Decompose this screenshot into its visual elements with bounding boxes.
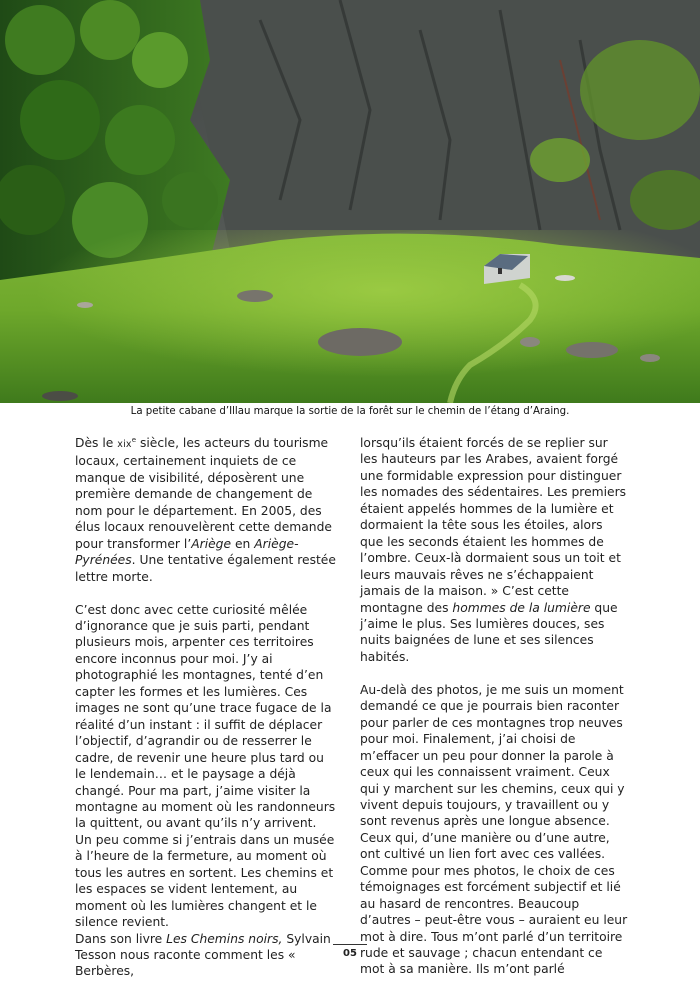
paragraph: Dans son livre Les Chemins noirs, Sylvain Tesson nous raconte comment les « Berbères,	[75, 931, 331, 979]
photo-caption: La petite cabane d’Illau marque la sortie de la forêt sur le chemin de l’étang d’Araing.	[130, 406, 570, 417]
mountain-pasture-cabin-photo	[0, 0, 700, 403]
page-number-rule	[333, 944, 367, 945]
century-numeral: xix	[117, 439, 132, 450]
cabin-photo	[0, 0, 700, 403]
left-text-column	[75, 435, 337, 980]
right-text-column	[360, 435, 628, 978]
paragraph: Au-delà des photos, je me suis un moment demandé ce que je pourrais bien raconter pour parler de ces montagnes trop neuves pour moi. Finalement, j’ai choisi de m’effacer un peu pour donner la parole à ceux qui les connaissent vraiment. Ceux qui y marchent sur les chemins, ceux qui y vivent depuis toujours, y travaillent ou y sont revenus après une longue absence. Ceux qui, d’une manière ou d’une autre, ont cultivé un lien fort avec ces vallées. Comme pour mes photos, le choix de ces témoignages est forcément subjectif et lié au hasard de rencontres. Beaucoup d’autres – peut-être vous – auraient eu leur mot à dire. Tous m’ont parlé d’un territoire rude et sauvage ; chacun entendant ce mot à sa manière. Ils m’ont parlé	[360, 682, 628, 977]
century-suffix: e	[131, 435, 137, 444]
paragraph: Dès le xix$^e$ siècle, les acteurs du tourisme locaux, certainement inquiets de ce manque de visibilité, déposèrent une première demande de changement de nom pour le département. En 2005, des élus locaux renouvelèrent cette demande pour transformer l’Ariège en Ariège-Pyrénées. Une tentative également restée lettre morte.	[75, 435, 336, 584]
paragraph: lorsqu’ils étaient forcés de se replier sur les hauteurs par les Arabes, avaient forgé une formidable expression pour distinguer les nomades des sédentaires. Les premiers étaient appelés hommes de la lumière et dormaient la tête sous les étoiles, alors que les seconds étaient les hommes de l’ombre. Ceux-là dormaient sous un toit et leurs mauvais rêves ne s’échappaient jamais de la maison. » C’est cette montagne des hommes de la lumière que j’aime le plus. Ses lumières douces, ses nuits baignées de lune et ses silences habités.	[360, 436, 627, 664]
page-number: 05	[343, 948, 357, 959]
paragraph: C’est donc avec cette curiosité mêlée d’ignorance que je suis parti, pendant plusieurs mois, arpenter ces territoires encore inconnus pour moi. J’y ai photographié les montagnes, tenté d’en capter les formes et les lumières. Ces images ne sont qu’une trace fugace de la réalité d’un instant : il suffit de déplacer l’objectif, d’agrandir ou de resserrer le cadre, de revenir une heure plus tard ou le lendemain… et le paysage a déjà changé. Pour ma part, j’aime visiter la montagne au moment où les randonneurs la quittent, ou avant qu’ils n’y arrivent. Un peu comme si j’entrais dans un musée à l’heure de la fermeture, au moment où tous les autres en sortent. Les chemins et les espaces se vident lentement, au moment où les lumières changent et le silence revient.	[75, 602, 336, 930]
